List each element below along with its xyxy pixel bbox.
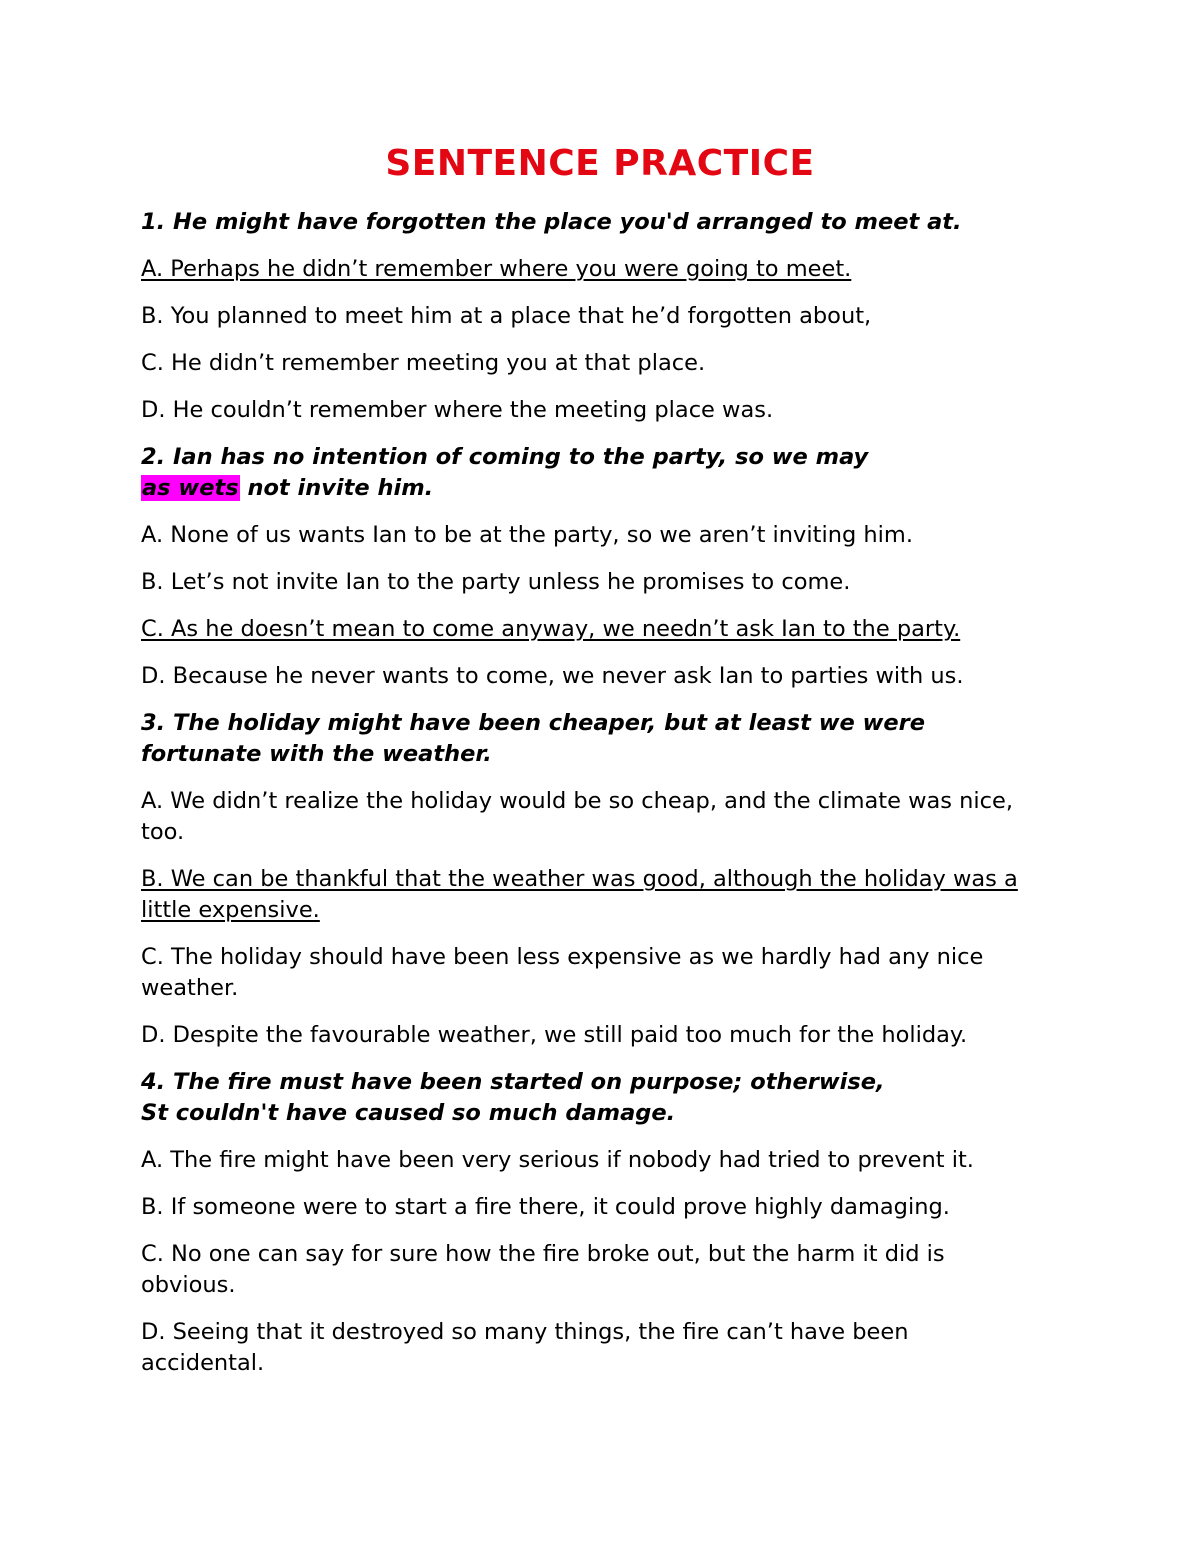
page-title: SENTENCE PRACTICE [385, 143, 815, 184]
option-a: A. The fire might have been very serious if nobody had tried to prevent it. [141, 1147, 974, 1173]
option-c: C. He didn’t remember meeting you at that place. [141, 350, 706, 376]
option-d: D. He couldn’t remember where the meeting place was. [141, 397, 774, 423]
option-a: A. We didn’t realize the holiday would be so cheap, and the climate was nice, [141, 788, 1014, 814]
option-a: A. None of us wants Ian to be at the party, so we aren’t inviting him. [141, 522, 913, 548]
question-4 [141, 1067, 1071, 1379]
option-b: B. Let’s not invite Ian to the party unless he promises to come. [141, 569, 851, 595]
option-b-continued: little expensive. [141, 897, 320, 923]
questions-list [141, 207, 1071, 1379]
option-c: C. The holiday should have been less expensive as we hardly had any nice [141, 944, 984, 970]
option-d: D. Despite the favourable weather, we still paid too much for the holiday. [141, 1022, 968, 1048]
question-stem-line-2: St couldn't have caused so much damage. [141, 1100, 676, 1126]
option-d-continued: accidental. [141, 1350, 265, 1376]
option-b-correct: B. We can be thankful that the weather was good, although the holiday was a [141, 866, 1018, 892]
option-c-correct: C. As he doesn’t mean to come anyway, we needn’t ask Ian to the party. [141, 616, 961, 642]
question-stem: 2. Ian has no intention of coming to the party, so we may [141, 444, 869, 470]
option-d: D. Seeing that it destroyed so many things, the fire can’t have been [141, 1319, 909, 1345]
option-d: D. Because he never wants to come, we never ask Ian to parties with us. [141, 663, 964, 689]
question-stem: 1. He might have forgotten the place you'd arranged to meet at. [141, 209, 962, 235]
option-a-continued: too. [141, 819, 185, 845]
question-1 [141, 207, 1071, 426]
option-c: C. No one can say for sure how the fire broke out, but the harm it did is [141, 1241, 945, 1267]
option-c-continued: weather. [141, 975, 239, 1001]
question-stem-line-2: fortunate with the weather. [141, 741, 492, 767]
question-3 [141, 708, 1071, 1051]
question-2 [141, 442, 1071, 692]
question-stem: 4. The fire must have been started on purpose; otherwise, [141, 1069, 885, 1095]
option-a-correct: A. Perhaps he didn’t remember where you were going to meet. [141, 256, 852, 282]
question-stem: 3. The holiday might have been cheaper, but at least we were [141, 710, 926, 736]
question-stem-line-2 [141, 473, 1071, 504]
option-b: B. You planned to meet him at a place that he’d forgotten about, [141, 303, 872, 329]
option-c-continued: obvious. [141, 1272, 236, 1298]
highlighted-text: as wets [142, 475, 239, 501]
question-stem-rest: not invite him. [239, 475, 434, 501]
option-b: B. If someone were to start a fire there, it could prove highly damaging. [141, 1194, 950, 1220]
